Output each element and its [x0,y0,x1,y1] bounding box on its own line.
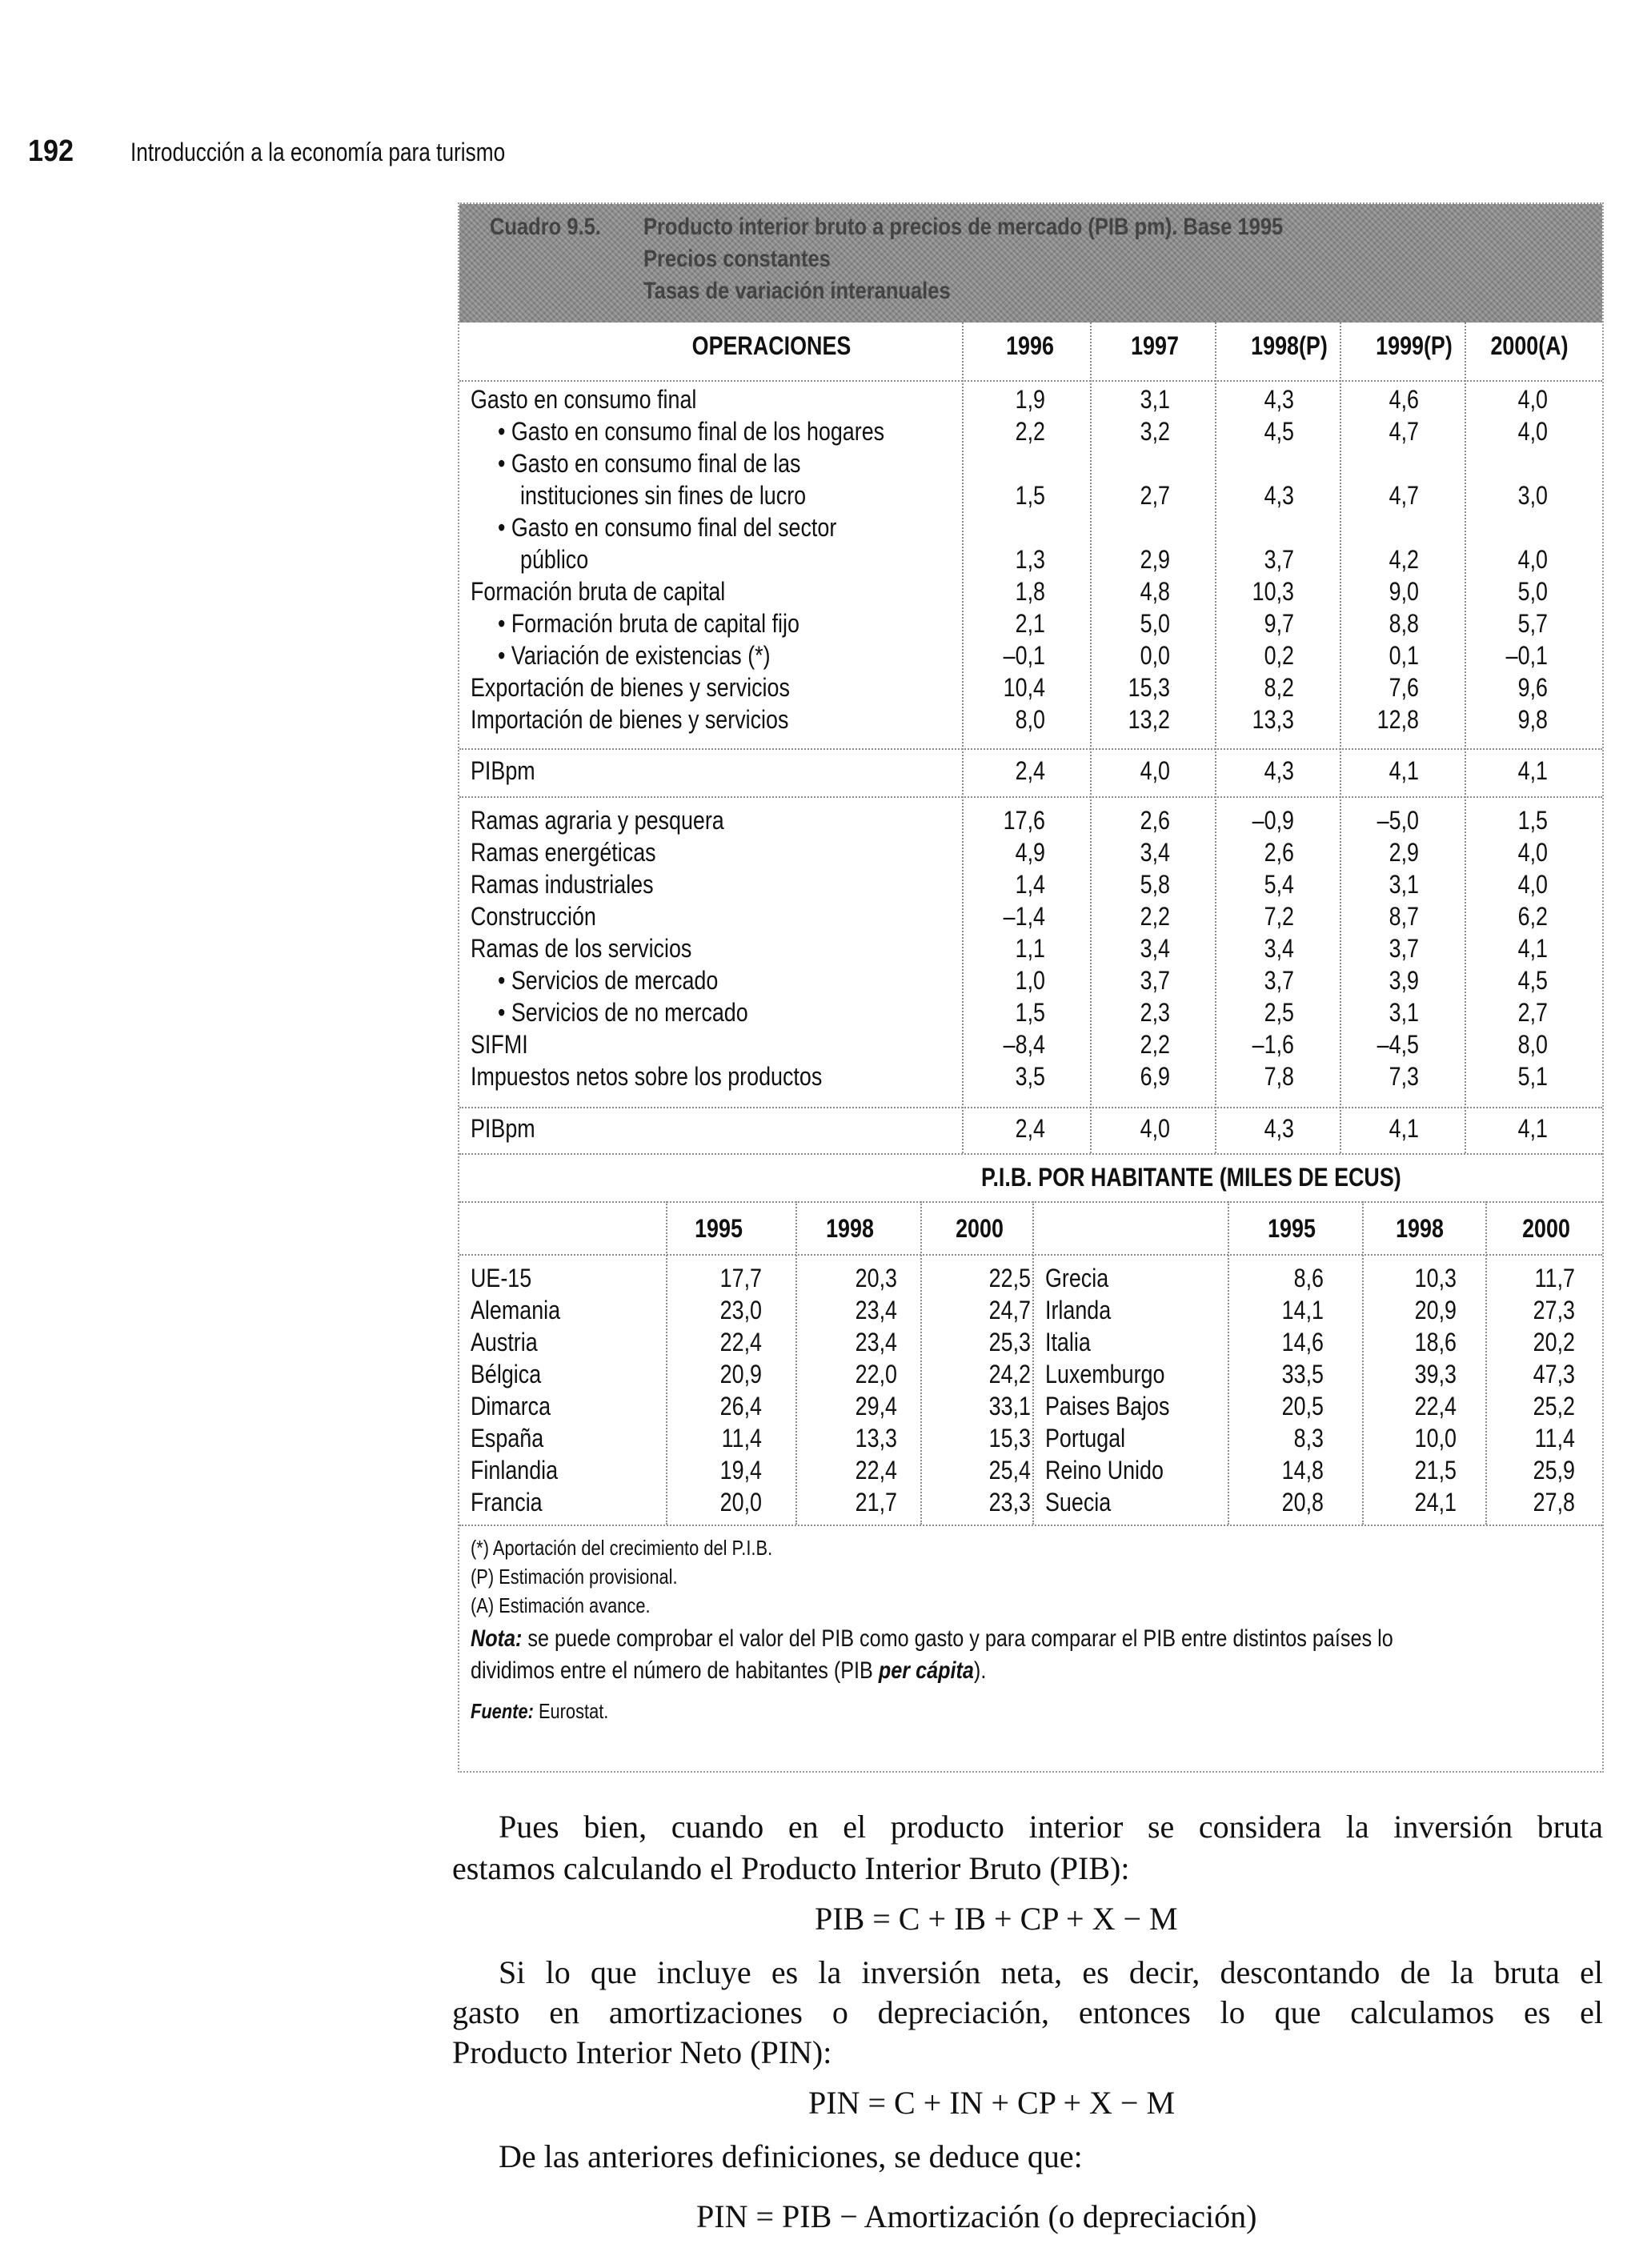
value-cell: 22,4 [1414,1392,1457,1421]
value-cell: 4,7 [1389,481,1419,510]
caption-line3: Tasas de variación interanuales [643,278,951,304]
row-label: Ramas de los servicios [471,934,692,963]
table-caption [459,204,1602,323]
value-cell: 1,5 [1015,998,1045,1027]
row-label: Ramas energéticas [471,838,656,867]
sub-row-label: • Servicios de no mercado [498,998,748,1027]
sub-row-label: • Gasto en consumo final del sector [498,513,837,542]
row-label: Exportación de bienes y servicios [471,673,790,702]
value-cell: 6,9 [1140,1062,1170,1091]
footnote: (A) Estimación avance. [471,1593,651,1617]
value-cell: 24,2 [988,1360,1031,1388]
column-divider [666,1201,667,1525]
value-cell: 1,3 [1015,545,1045,574]
row-label: Formación bruta de capital [471,577,726,606]
value-cell: 26,4 [719,1392,762,1421]
country-label: Portugal [1045,1424,1126,1453]
value-cell: 20,2 [1533,1328,1575,1356]
caption-line1: Producto interior bruto a precios de mercado (PIB pm). Base 1995 [643,214,1284,240]
caption-line2: Precios constantes [643,246,831,272]
value-cell: 9,6 [1517,673,1548,702]
value-cell: 10,3 [1252,577,1294,606]
value-cell: 14,1 [1281,1296,1324,1324]
value-cell: 0,2 [1264,641,1294,670]
value-cell: 3,9 [1389,966,1419,995]
value-cell: 3,7 [1264,545,1294,574]
equation-pin: PIN = C + IN + CP + X − M [808,2085,1176,2121]
sub-row-label: • Gasto en consumo final de los hogares [498,417,885,446]
header-year: 1996 [1006,331,1054,360]
value-cell: 23,4 [855,1328,897,1356]
column-divider [962,323,964,1153]
value-cell: 10,0 [1414,1424,1457,1453]
value-cell: 3,5 [1015,1062,1045,1091]
value-cell: 4,0 [1517,838,1548,867]
value-cell: 13,3 [1252,705,1294,734]
country-label: Austria [471,1328,538,1356]
column-divider [1485,1201,1487,1525]
value-cell: 10,3 [1414,1264,1457,1292]
rule [459,1153,1602,1155]
value-cell: 29,4 [855,1392,897,1421]
value-cell: 4,0 [1140,1114,1170,1143]
value-cell: 4,5 [1264,417,1294,446]
value-cell: 21,7 [855,1488,897,1517]
rule [459,1201,1602,1203]
header-year: 1999(P) [1376,331,1453,360]
value-cell: 2,6 [1140,806,1170,835]
rule [459,796,1602,798]
value-cell: 7,8 [1264,1062,1294,1091]
value-cell: 5,4 [1264,870,1294,899]
value-cell: 8,2 [1264,673,1294,702]
value-cell: 25,2 [1533,1392,1575,1421]
country-label: Irlanda [1045,1296,1112,1324]
value-cell: 8,8 [1389,609,1419,638]
value-cell: 4,0 [1517,545,1548,574]
paragraph-1 [452,1807,1603,1847]
source-line [471,1697,608,1725]
row-label: Ramas industriales [471,870,654,899]
value-cell: 2,9 [1140,545,1170,574]
value-cell: 4,3 [1264,385,1294,414]
note-text-2c: ). [973,1657,987,1684]
paragraph-2 [452,1953,1603,2033]
value-cell: 13,2 [1128,705,1170,734]
footnote: (P) Estimación provisional. [471,1565,678,1589]
value-cell: 0,0 [1140,641,1170,670]
value-cell: 3,4 [1264,934,1294,963]
value-cell: 8,0 [1517,1030,1548,1059]
value-cell: –5,0 [1377,806,1419,835]
table2-year: 1995 [695,1214,743,1243]
p1-line2: estamos calculando el Producto Interior Bruto (PIB): [452,1850,1130,1886]
value-cell: 2,7 [1517,998,1548,1027]
value-cell: 24,7 [988,1296,1031,1324]
row-label: Ramas agraria y pesquera [471,806,724,835]
value-cell: 47,3 [1533,1360,1575,1388]
value-cell: 23,3 [988,1488,1031,1517]
country-label: Reino Unido [1045,1456,1164,1485]
row-label: Impuestos netos sobre los productos [471,1062,823,1091]
value-cell: 3,7 [1140,966,1170,995]
table2-year: 1995 [1268,1214,1316,1243]
value-cell: 4,0 [1517,385,1548,414]
table2-year: 2000 [956,1214,1004,1243]
value-cell: 3,4 [1140,838,1170,867]
header-year: 2000(A) [1490,331,1569,360]
value-cell: 20,9 [719,1360,762,1388]
note-text-2a: dividimos entre el número de habitantes (PIB [471,1657,873,1684]
value-cell: –0,9 [1252,806,1294,835]
value-cell: 15,3 [1128,673,1170,702]
note-line-2 [471,1656,986,1686]
value-cell: 4,1 [1389,756,1419,785]
value-cell: 2,7 [1140,481,1170,510]
column-divider [795,1201,797,1525]
value-cell: 3,0 [1517,481,1548,510]
value-cell: 13,3 [855,1424,897,1453]
value-cell: 19,4 [719,1456,762,1485]
value-cell: 7,2 [1264,902,1294,931]
country-label: Italia [1045,1328,1091,1356]
value-cell: 2,5 [1264,998,1294,1027]
sub-row-label: • Variación de existencias (*) [498,641,771,670]
value-cell: 11,4 [721,1424,762,1453]
value-cell: 5,0 [1517,577,1548,606]
value-cell: 17,7 [719,1264,762,1292]
value-cell: 4,8 [1140,577,1170,606]
value-cell: 20,0 [719,1488,762,1517]
row-label: SIFMI [471,1030,528,1059]
value-cell: 14,8 [1281,1456,1324,1485]
country-label: Finlandia [471,1456,559,1485]
header-year: 1998(P) [1251,331,1328,360]
source-text: Eurostat. [538,1699,609,1723]
p2-line1: Si lo que incluye es la inversión neta, es decir, descontando de la bruta el [499,1954,1603,1990]
value-cell: 5,7 [1517,609,1548,638]
value-cell: 2,2 [1015,417,1045,446]
table2-year: 1998 [1396,1214,1444,1243]
value-cell: 4,0 [1517,417,1548,446]
country-label: Suecia [1045,1488,1112,1517]
column-divider [1340,323,1341,1153]
column-divider [1362,1201,1364,1525]
p2-line2: gasto en amortizaciones o depreciación, entonces lo que calculamos es el [452,1994,1603,2030]
value-cell: 1,4 [1015,870,1045,899]
value-cell: 27,8 [1533,1488,1575,1517]
value-cell: 22,5 [988,1264,1031,1292]
value-cell: 2,4 [1015,1114,1045,1143]
value-cell: 4,1 [1389,1114,1419,1143]
value-cell: 4,0 [1140,756,1170,785]
value-cell: 27,3 [1533,1296,1575,1324]
value-cell: 4,3 [1264,1114,1294,1143]
rule [459,380,1602,382]
rule [459,1254,1602,1256]
value-cell: 17,6 [1003,806,1045,835]
value-cell: –1,6 [1252,1030,1294,1059]
country-label: Paises Bajos [1045,1392,1170,1421]
value-cell: 12,8 [1377,705,1419,734]
column-divider [920,1201,922,1525]
sub-row-label: • Servicios de mercado [498,966,719,995]
rule [459,748,1602,750]
table2-year: 1998 [826,1214,874,1243]
value-cell: 2,9 [1389,838,1419,867]
value-cell: 7,3 [1389,1062,1419,1091]
pib-label: PIBpm [471,756,535,785]
note-label: Nota: [471,1625,523,1652]
sub-row-label: • Formación bruta de capital fijo [498,609,799,638]
value-cell: 1,9 [1015,385,1045,414]
value-cell: 15,3 [988,1424,1031,1453]
value-cell: 3,7 [1389,934,1419,963]
value-cell: 4,1 [1517,756,1548,785]
value-cell: 14,6 [1281,1328,1324,1356]
header-year: 1997 [1131,331,1179,360]
header-operaciones: OPERACIONES [691,331,852,360]
value-cell: 11,4 [1534,1424,1575,1453]
value-cell: –8,4 [1003,1030,1045,1059]
value-cell: –4,5 [1377,1030,1419,1059]
value-cell: 4,0 [1517,870,1548,899]
caption-label: Cuadro 9.5. [490,214,601,240]
value-cell: 8,3 [1293,1424,1324,1453]
value-cell: 4,1 [1517,1114,1548,1143]
note-text-2b: per cápita [878,1657,974,1684]
value-cell: 3,2 [1140,417,1170,446]
value-cell: 20,9 [1414,1296,1457,1324]
rule [459,1525,1602,1526]
value-cell: 4,3 [1264,756,1294,785]
p1-line1: Pues bien, cuando en el producto interior se considera la inversión bruta [499,1809,1603,1845]
value-cell: 2,2 [1140,902,1170,931]
running-title: Introducción a la economía para turismo [130,138,506,166]
value-cell: 33,1 [988,1392,1031,1421]
value-cell: 1,8 [1015,577,1045,606]
value-cell: 25,3 [988,1328,1031,1356]
value-cell: 20,5 [1281,1392,1324,1421]
value-cell: 4,3 [1264,481,1294,510]
equation-pib: PIB = C + IB + CP + X − M [815,1901,1178,1937]
value-cell: 23,4 [855,1296,897,1324]
value-cell: 3,1 [1140,385,1170,414]
value-cell: 2,6 [1264,838,1294,867]
value-cell: 1,5 [1517,806,1548,835]
value-cell: 2,4 [1015,756,1045,785]
value-cell: 5,8 [1140,870,1170,899]
country-label: Francia [471,1488,543,1517]
value-cell: –0,1 [1003,641,1045,670]
value-cell: 20,3 [855,1264,897,1292]
value-cell: 24,1 [1414,1488,1457,1517]
value-cell: 4,6 [1389,385,1419,414]
value-cell: 8,7 [1389,902,1419,931]
value-cell: 33,5 [1281,1360,1324,1388]
equation-pin-pib: PIN = PIB − Amortización (o depreciación) [696,2198,1257,2234]
value-cell: 9,0 [1389,577,1419,606]
value-cell: 4,5 [1517,966,1548,995]
sub-row-label-cont: instituciones sin fines de lucro [520,481,807,510]
value-cell: 1,0 [1015,966,1045,995]
page-number: 192 [28,134,74,168]
sub-row-label: • Gasto en consumo final de las [498,449,801,478]
value-cell: 6,2 [1517,902,1548,931]
value-cell: 10,4 [1003,673,1045,702]
sub-row-label-cont: público [520,545,589,574]
pib-label: PIBpm [471,1114,535,1143]
value-cell: 4,9 [1015,838,1045,867]
value-cell: 3,1 [1389,870,1419,899]
table-box [458,202,1604,1773]
country-label: España [471,1424,544,1453]
value-cell: 11,7 [1534,1264,1575,1292]
value-cell: 3,1 [1389,998,1419,1027]
value-cell: 2,3 [1140,998,1170,1027]
value-cell: 22,0 [855,1360,897,1388]
value-cell: 1,5 [1015,481,1045,510]
country-label: UE-15 [471,1264,532,1292]
value-cell: 7,6 [1389,673,1419,702]
country-label: Alemania [471,1296,561,1324]
column-divider [1090,323,1092,1153]
column-divider [1032,1201,1034,1525]
value-cell: 25,4 [988,1456,1031,1485]
value-cell: –0,1 [1505,641,1548,670]
value-cell: 20,8 [1281,1488,1324,1517]
value-cell: 4,7 [1389,417,1419,446]
note-text-1: se puede comprobar el valor del PIB como gasto y para comparar el PIB entre distintos países lo [527,1625,1393,1652]
value-cell: 22,4 [719,1328,762,1356]
column-divider [1215,323,1216,1153]
row-label: Gasto en consumo final [471,385,697,414]
value-cell: 5,0 [1140,609,1170,638]
value-cell: 3,7 [1264,966,1294,995]
value-cell: 39,3 [1414,1360,1457,1388]
value-cell: 9,8 [1517,705,1548,734]
country-label: Dimarca [471,1392,551,1421]
column-divider [1465,323,1466,1153]
value-cell: 3,4 [1140,934,1170,963]
value-cell: 22,4 [855,1456,897,1485]
source-label: Fuente: [471,1699,534,1723]
row-label: Construcción [471,902,596,931]
table2-year: 2000 [1522,1214,1570,1243]
value-cell: 8,0 [1015,705,1045,734]
country-label: Luxemburgo [1045,1360,1165,1388]
row-label: Importación de bienes y servicios [471,705,789,734]
value-cell: 1,1 [1015,934,1045,963]
footnote: (*) Aportación del crecimiento del P.I.B. [471,1536,773,1560]
value-cell: 25,9 [1533,1456,1575,1485]
p2-line3: Producto Interior Neto (PIN): [452,2034,832,2070]
value-cell: 4,1 [1517,934,1548,963]
value-cell: 21,5 [1414,1456,1457,1485]
value-cell: 0,1 [1389,641,1419,670]
value-cell: 23,0 [719,1296,762,1324]
value-cell: 4,2 [1389,545,1419,574]
note-line-1 [471,1624,1393,1654]
value-cell: 2,2 [1140,1030,1170,1059]
country-label: Grecia [1045,1264,1109,1292]
value-cell: 18,6 [1414,1328,1457,1356]
table2-title: P.I.B. POR HABITANTE (MILES DE ECUS) [981,1163,1401,1192]
value-cell: 8,6 [1293,1264,1324,1292]
value-cell: 9,7 [1264,609,1294,638]
value-cell: –1,4 [1003,902,1045,931]
column-divider [1228,1201,1229,1525]
country-label: Bélgica [471,1360,542,1388]
value-cell: 5,1 [1517,1062,1548,1091]
p3-line1: De las anteriores definiciones, se deduce que: [499,2138,1083,2174]
value-cell: 2,1 [1015,609,1045,638]
rule [459,1107,1602,1108]
